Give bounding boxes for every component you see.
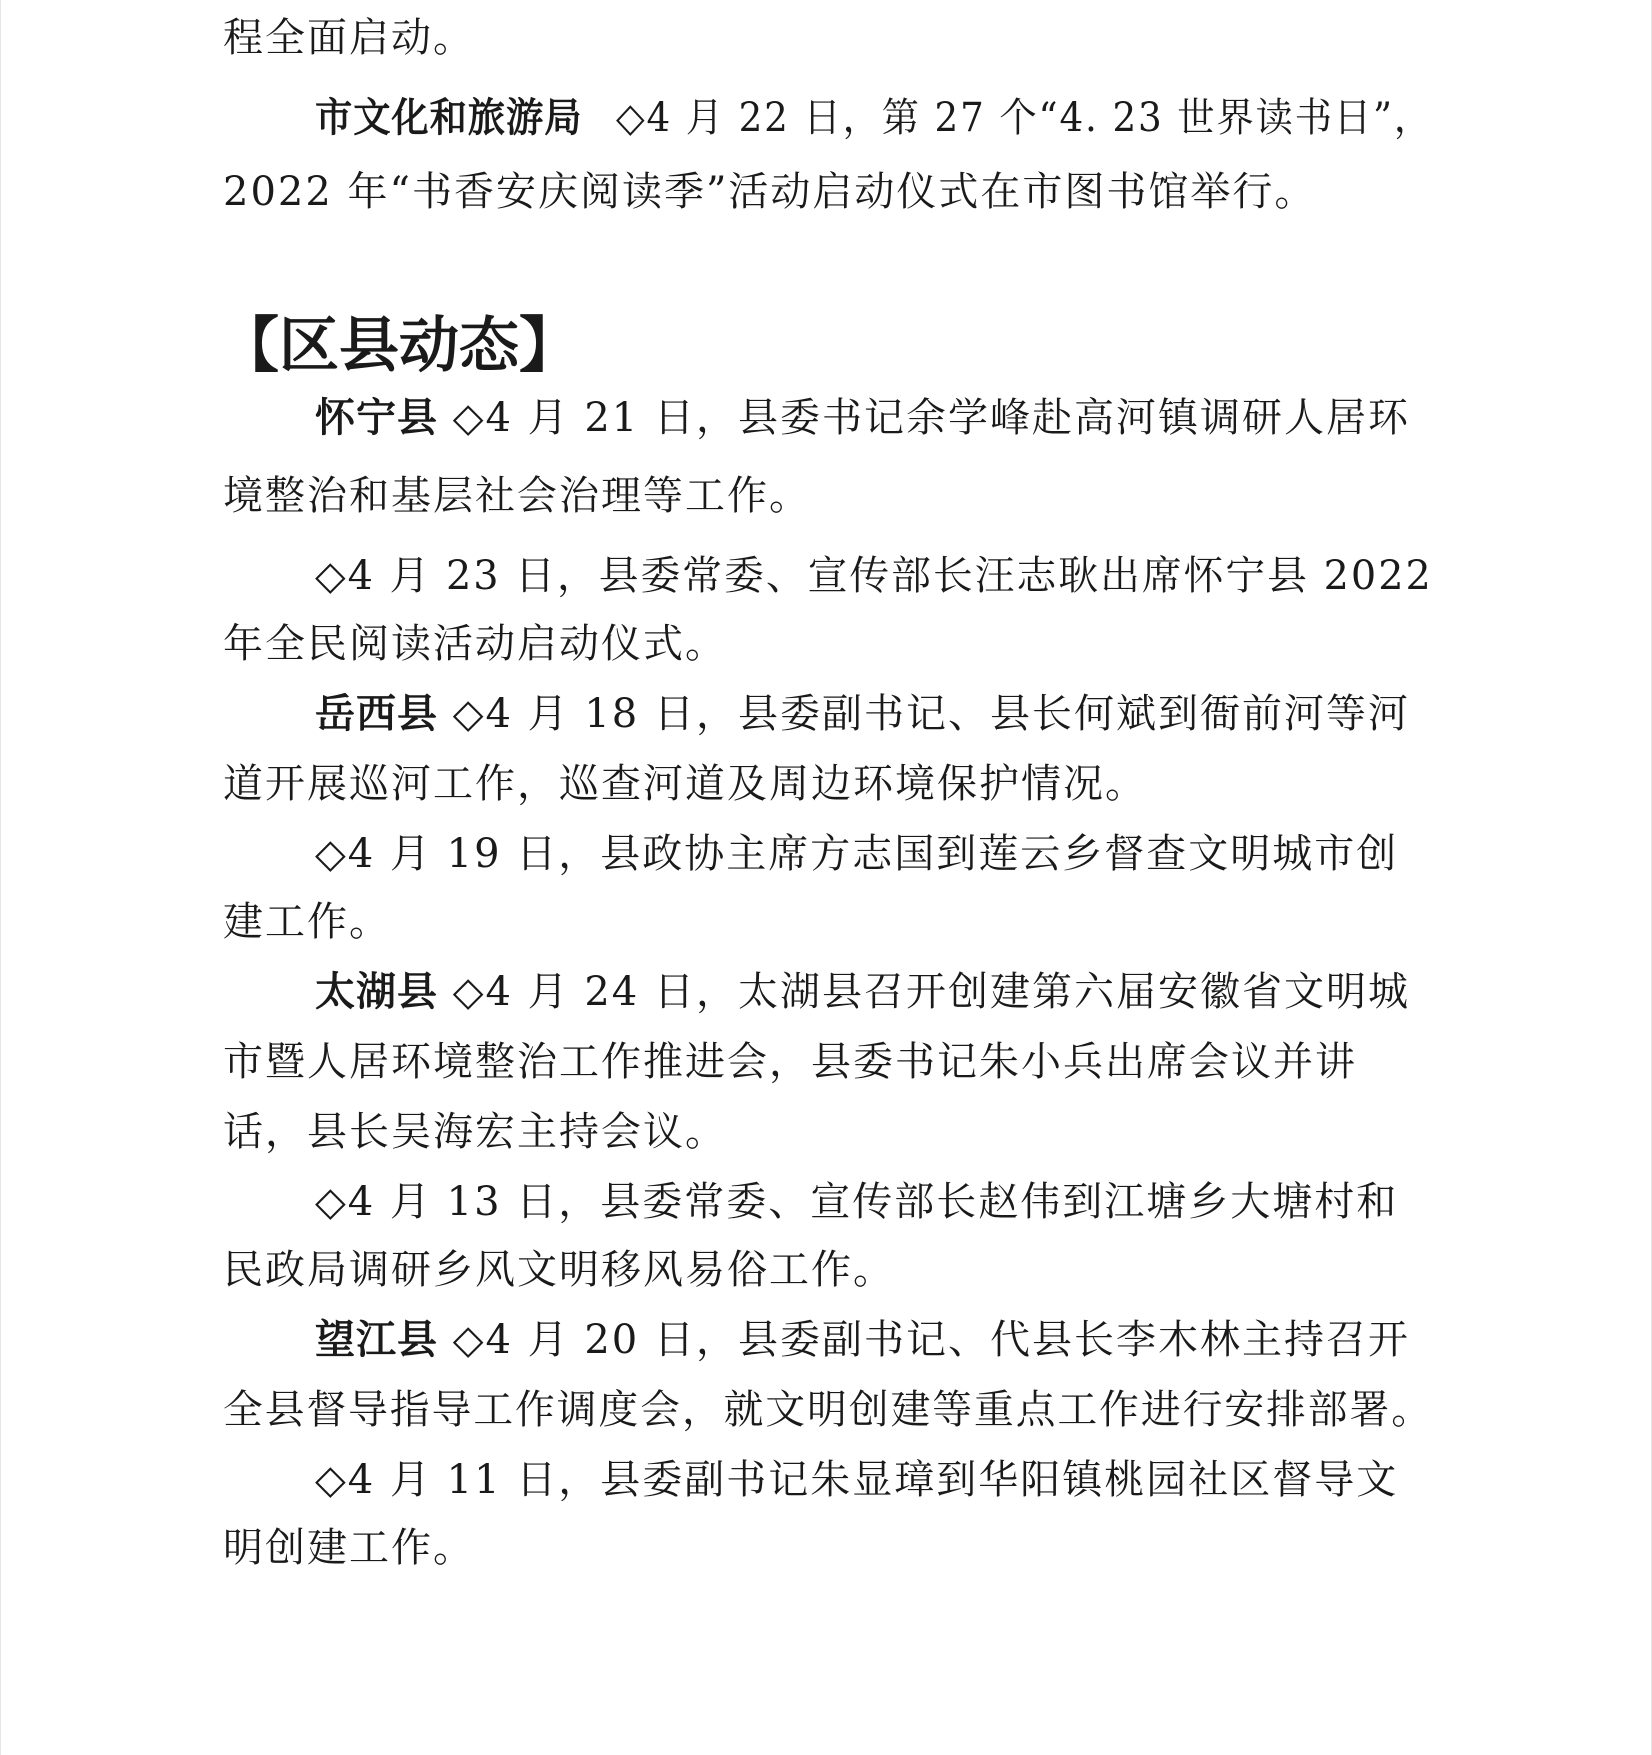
huaining-item1-line1 — [315, 395, 1410, 441]
taihu-item1-line3: 话，县长吴海宏主持会议。 — [223, 1109, 727, 1155]
wangjiang-item1-line2: 全县督导指导工作调度会，就文明创建等重点工作进行安排部署。 — [223, 1387, 1433, 1433]
org-name-taihu: 太湖县 — [315, 969, 438, 1015]
org-name-culture-bureau: 市文化和旅游局 — [315, 95, 583, 141]
culture-bureau-item-line2: 2022 年“书香安庆阅读季”活动启动仪式在市图书馆举行。 — [223, 169, 1317, 215]
paragraph-continuation: 程全面启动。 — [223, 15, 475, 61]
org-name-yuexi: 岳西县 — [315, 691, 438, 737]
yuexi-item1-line2: 道开展巡河工作，巡查河道及周边环境保护情况。 — [223, 761, 1147, 807]
yuexi-item2-line2: 建工作。 — [223, 899, 391, 945]
yuexi-item2-line1: ◇4 月 19 日，县政协主席方志国到莲云乡督查文明城市创 — [315, 831, 1399, 877]
section-heading: 【区县动态】 — [219, 311, 579, 381]
wangjiang-item2-line2: 明创建工作。 — [223, 1525, 475, 1571]
wangjiang-item2-line1: ◇4 月 11 日，县委副书记朱显璋到华阳镇桃园社区督导文 — [315, 1457, 1399, 1503]
news-text: ◇4 月 22 日，第 27 个“4. 23 世界读书日”， — [615, 95, 1434, 141]
yuexi-item1-line1 — [315, 691, 1410, 737]
huaining-item2-line1: ◇4 月 23 日，县委常委、宣传部长汪志耿出席怀宁县 2022 — [315, 553, 1433, 599]
wangjiang-item1-line1 — [315, 1317, 1410, 1363]
news-text: ◇4 月 18 日，县委副书记、县长何斌到衙前河等河 — [452, 691, 1410, 737]
org-name-huaining: 怀宁县 — [315, 395, 438, 441]
huaining-item2-line2: 年全民阅读活动启动仪式。 — [223, 621, 727, 667]
taihu-item2-line2: 民政局调研乡风文明移风易俗工作。 — [223, 1247, 895, 1293]
news-text: ◇4 月 20 日，县委副书记、代县长李木林主持召开 — [452, 1317, 1410, 1363]
taihu-item1-line2: 市暨人居环境整治工作推进会，县委书记朱小兵出席会议并讲 — [223, 1039, 1357, 1085]
org-name-wangjiang: 望江县 — [315, 1317, 438, 1363]
huaining-item1-line2: 境整治和基层社会治理等工作。 — [223, 473, 811, 519]
taihu-item1-line1 — [315, 969, 1410, 1015]
news-text: ◇4 月 21 日，县委书记余学峰赴高河镇调研人居环 — [452, 395, 1410, 441]
culture-bureau-item-line1 — [315, 95, 1434, 141]
taihu-item2-line1: ◇4 月 13 日，县委常委、宣传部长赵伟到江塘乡大塘村和 — [315, 1179, 1399, 1225]
news-text: ◇4 月 24 日，太湖县召开创建第六届安徽省文明城 — [452, 969, 1410, 1015]
